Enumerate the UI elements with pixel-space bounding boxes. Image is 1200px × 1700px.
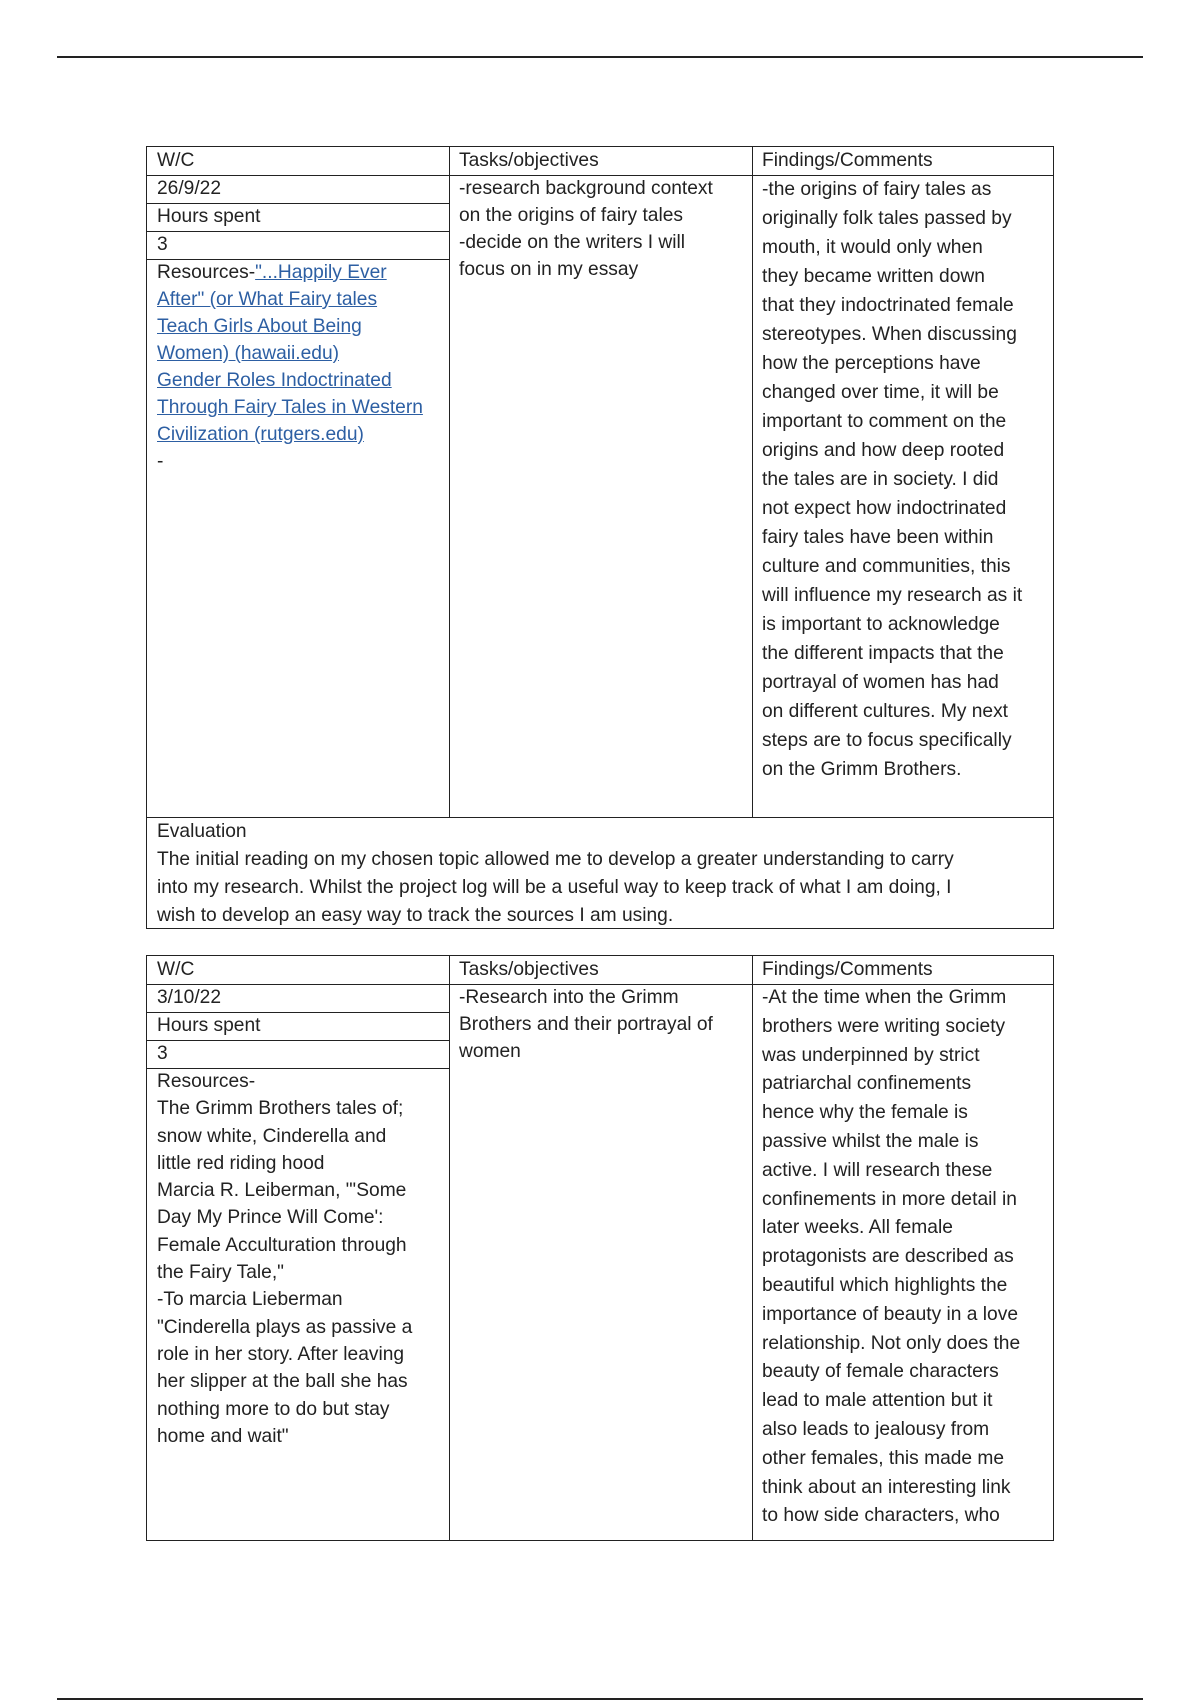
finding-line: on different cultures. My next [762,701,1009,722]
finding-line: hence why the female is [762,1102,968,1124]
hours-spent-value: 3 [157,234,168,255]
finding-line: -the origins of fairy tales as [762,179,992,200]
resource-line: Resources- [157,1071,256,1092]
tasks-header: Tasks/objectives [459,959,599,980]
finding-line: steps are to focus specifically [762,730,1012,751]
finding-line: beautiful which highlights the [762,1274,1008,1296]
finding-line: portrayal of women has had [762,672,999,693]
findings-header: Findings/Comments [762,959,933,980]
finding-line: they became written down [762,266,985,287]
resource-line: little red riding hood [157,1152,325,1174]
finding-line: changed over time, it will be [762,382,999,403]
resource-line: home and wait" [157,1425,289,1447]
hours-spent-value: 3 [157,1043,168,1064]
finding-line: think about an interesting link [762,1476,1011,1498]
resource-link-rutgers[interactable]: Through Fairy Tales in Western [157,397,423,418]
row-divider [147,1040,449,1041]
project-log-table-week-1 [146,146,1054,929]
finding-line: relationship. Not only does the [762,1332,1021,1354]
task-line: -research background context [459,178,713,199]
finding-line: later weeks. All female [762,1217,953,1239]
findings-cell [762,175,1022,784]
finding-line: other females, this made me [762,1447,1005,1469]
tasks-cell [459,175,713,283]
finding-line: not expect how indoctrinated [762,498,1007,519]
finding-line: mouth, it would only when [762,237,983,258]
task-line: -Research into the Grimm [459,987,679,1008]
finding-line: beauty of female characters [762,1361,999,1383]
evaluation-line: into my research. Whilst the project log will be a useful way to keep track of what I am doing, I [157,877,952,898]
finding-line: fairy tales have been within [762,527,994,548]
resource-line: Day My Prince Will Come': [157,1207,384,1229]
hours-spent-label: Hours spent [157,1015,261,1036]
finding-line: the tales are in society. I did [762,469,999,490]
resource-link-rutgers[interactable]: Civilization (rutgers.edu) [157,424,364,445]
task-line: on the origins of fairy tales [459,205,683,226]
finding-line: also leads to jealousy from [762,1418,990,1440]
finding-line: that they indoctrinated female [762,295,1014,316]
hours-spent-label: Hours spent [157,206,261,227]
finding-line: patriarchal confinements [762,1073,972,1095]
finding-line: on the Grimm Brothers. [762,759,962,780]
resources-tail: - [157,451,164,472]
task-line: focus on in my essay [459,259,639,280]
resource-line: -To marcia Lieberman [157,1289,343,1311]
header-rule [57,56,1143,58]
finding-line: important to comment on the [762,411,1007,432]
finding-line: importance of beauty in a love [762,1303,1018,1325]
evaluation-line: wish to develop an easy way to track the sources I am using. [157,905,674,926]
resources-cell [157,1068,412,1450]
finding-line: -At the time when the Grimm [762,987,1007,1008]
tasks-header: Tasks/objectives [459,150,599,171]
task-line: -decide on the writers I will [459,232,686,253]
finding-line: is important to acknowledge [762,614,1000,635]
task-line: women [459,1041,521,1062]
finding-line: how the perceptions have [762,353,981,374]
evaluation-heading: Evaluation [157,821,247,842]
column-divider [752,956,753,1540]
resources-cell [157,259,423,475]
resource-link-hawaii[interactable]: After" (or What Fairy tales [157,289,378,310]
finding-line: confinements in more detail in [762,1188,1017,1210]
resource-line: "Cinderella plays as passive a [157,1316,413,1338]
wc-header: W/C [157,150,195,171]
finding-line: was underpinned by strict [762,1044,980,1066]
task-line: Brothers and their portrayal of [459,1014,713,1035]
resource-link-hawaii[interactable]: Teach Girls About Being [157,316,362,337]
finding-line: stereotypes. When discussing [762,324,1017,345]
resource-line: nothing more to do but stay [157,1398,390,1420]
resource-link-rutgers[interactable]: Gender Roles Indoctrinated [157,370,392,391]
week-date: 3/10/22 [157,987,222,1008]
tasks-cell [459,984,713,1065]
finding-line: the different impacts that the [762,643,1004,664]
resource-link-hawaii[interactable]: "...Happily Ever [255,262,387,283]
finding-line: protagonists are described as [762,1246,1014,1268]
finding-line: will influence my research as it [762,585,1023,606]
resource-line: Female Acculturation through [157,1234,407,1256]
resource-line: The Grimm Brothers tales of; [157,1098,404,1120]
row-divider [147,231,449,232]
resource-line: her slipper at the ball she has [157,1371,408,1393]
resource-line: role in her story. After leaving [157,1343,405,1365]
resources-label: Resources- [157,262,256,283]
resource-line: snow white, Cinderella and [157,1125,387,1147]
wc-header: W/C [157,959,195,980]
resource-line: Marcia R. Leiberman, "'Some [157,1180,407,1202]
column-divider [752,147,753,817]
finding-line: origins and how deep rooted [762,440,1005,461]
findings-header: Findings/Comments [762,150,933,171]
evaluation-section [157,818,954,930]
finding-line: originally folk tales passed by [762,208,1012,229]
resource-link-hawaii[interactable]: Women) (hawaii.edu) [157,343,339,364]
finding-line: to how side characters, who [762,1505,1000,1527]
finding-line: lead to male attention but it [762,1390,993,1412]
column-divider [449,956,450,1540]
finding-line: passive whilst the male is [762,1130,979,1152]
evaluation-line: The initial reading on my chosen topic allowed me to develop a greater understanding to carry [157,849,954,870]
finding-line: culture and communities, this [762,556,1011,577]
finding-line: brothers were writing society [762,1015,1006,1037]
week-date: 26/9/22 [157,178,222,199]
findings-cell [762,984,1020,1531]
resource-line: the Fairy Tale," [157,1262,284,1284]
column-divider [449,147,450,817]
project-log-table-week-2 [146,955,1054,1541]
finding-line: active. I will research these [762,1159,993,1181]
